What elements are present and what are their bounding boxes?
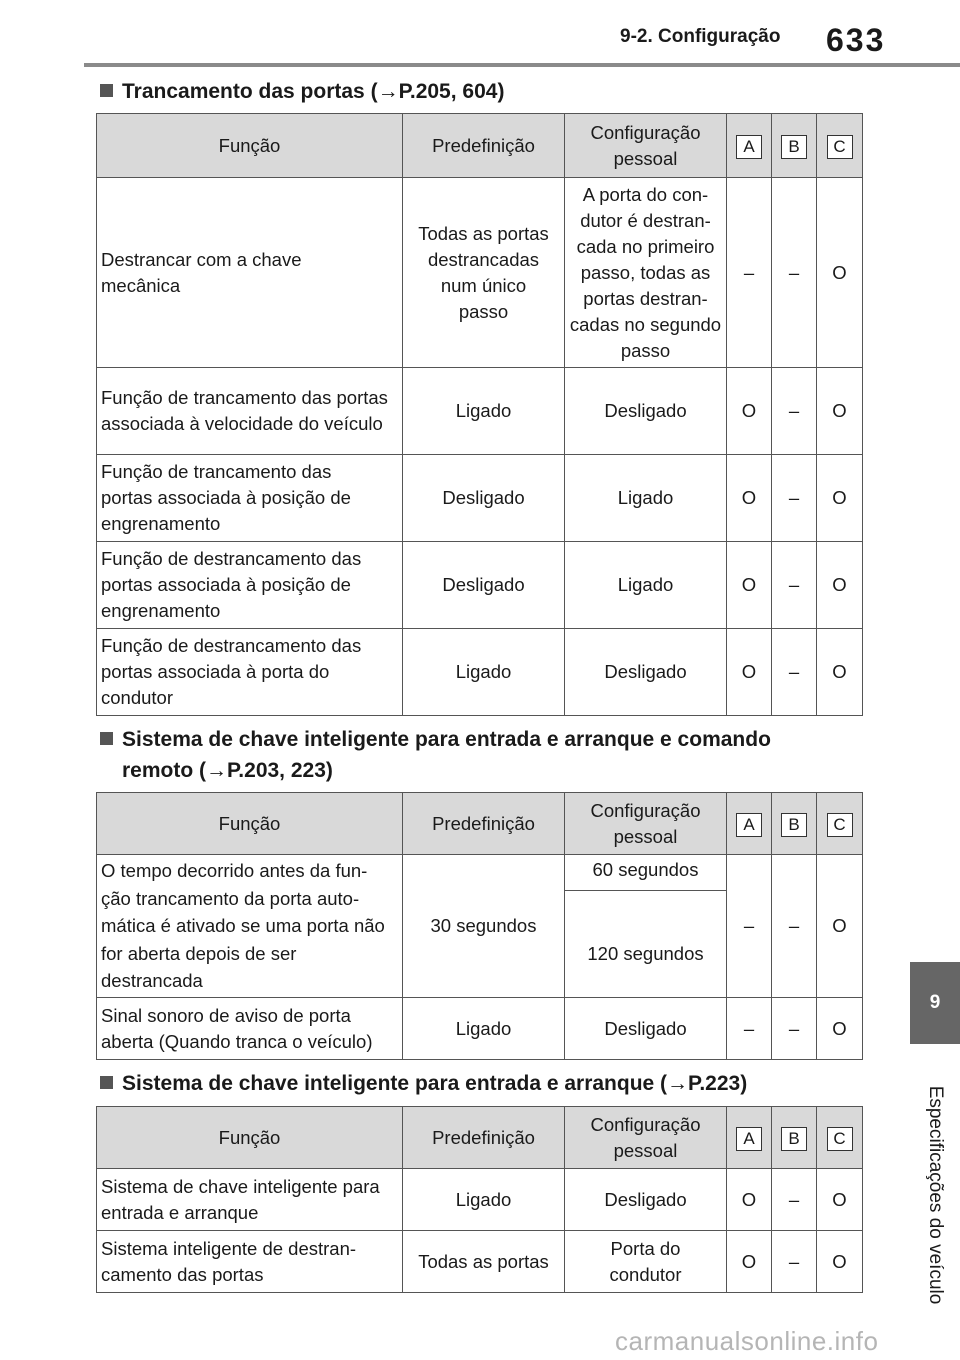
cell-configuracao-option-2: 120 segundos (565, 891, 727, 998)
cell-b: – (772, 542, 817, 629)
page-number: 633 (826, 22, 886, 58)
cell-configuracao: Desligado (565, 368, 727, 455)
col-header-funcao: Função (97, 1107, 403, 1169)
col-header-b-box: B (781, 1127, 807, 1151)
section-heading (100, 1068, 747, 1099)
cell-c: O (817, 542, 863, 629)
table-row (97, 998, 863, 1060)
chapter-side-label: Especificações do veículo (925, 1085, 946, 1305)
cell-predefinicao: 30 segundos (403, 855, 565, 998)
table-row (97, 629, 863, 716)
chapter-tab (910, 962, 960, 1044)
section-title: Sistema de chave inteligente para entrada e arranque (→P.223) (122, 1072, 748, 1095)
cell-configuracao: Ligado (565, 455, 727, 542)
cell-a: O (727, 368, 772, 455)
watermark: carmanualsonline.info (615, 1326, 879, 1356)
col-header-a (727, 114, 772, 178)
col-header-predefinicao: Predefinição (403, 1107, 565, 1169)
cell-configuracao-option-1: 60 segundos (565, 855, 727, 891)
col-header-config-line2: pessoal (613, 1139, 678, 1161)
cell-configuracao: Desligado (565, 629, 727, 716)
table-header-row (97, 114, 863, 178)
cell-funcao: Destrancar com a chave mecânica (97, 178, 403, 368)
cell-a: O (727, 629, 772, 716)
cell-funcao: Função de trancamento das portas associada à posição de engrenamento (97, 455, 403, 542)
col-header-c-box: C (827, 1127, 853, 1151)
cell-c: O (817, 629, 863, 716)
col-header-config-line2: pessoal (613, 825, 678, 847)
settings-table (96, 113, 863, 716)
col-header-configuracao (565, 114, 727, 178)
cell-c: O (817, 1231, 863, 1293)
col-header-b (772, 793, 817, 855)
bullet-square-icon (100, 1076, 113, 1089)
col-header-funcao: Função (97, 114, 403, 178)
section-title: Trancamento das portas (→P.205, 604) (122, 80, 505, 103)
cell-funcao: Sinal sonoro de aviso de porta aberta (Quando tranca o veículo) (97, 998, 403, 1060)
cell-a: – (727, 998, 772, 1060)
cell-predefinicao: Desligado (403, 455, 565, 542)
col-header-a-box: A (736, 135, 762, 159)
col-header-config-line2: pessoal (613, 147, 678, 169)
cell-configuracao: Desligado (565, 1169, 727, 1231)
cell-c: O (817, 178, 863, 368)
cell-c: O (817, 368, 863, 455)
cell-c: O (817, 998, 863, 1060)
section-heading (100, 724, 771, 786)
cell-predefinicao: Todas as portas (403, 1231, 565, 1293)
cell-funcao: Função de destrancamento das portas associada à porta do condutor (97, 629, 403, 716)
cell-b: – (772, 455, 817, 542)
table-header-row (97, 1107, 863, 1169)
chapter-tab-number: 9 (929, 992, 941, 1013)
table-header-row (97, 793, 863, 855)
cell-b: – (772, 629, 817, 716)
cell-predefinicao: Ligado (403, 998, 565, 1060)
cell-b: – (772, 1231, 817, 1293)
settings-table (96, 792, 863, 1060)
cell-b: – (772, 178, 817, 368)
cell-b: – (772, 855, 817, 998)
col-header-a (727, 1107, 772, 1169)
cell-configuracao: Porta do condutor (565, 1231, 727, 1293)
col-header-b (772, 114, 817, 178)
section-title-line1: Sistema de chave inteligente para entrada e arranque e comando (122, 728, 771, 751)
cell-predefinicao: Ligado (403, 368, 565, 455)
col-header-config-line1: Configuração (590, 121, 701, 143)
table-row (97, 1231, 863, 1293)
table-row (97, 542, 863, 629)
col-header-b-box: B (781, 813, 807, 837)
cell-funcao: Função de trancamento das portas associada à velocidade do veículo (97, 368, 403, 455)
cell-a: O (727, 1169, 772, 1231)
header-section-label: 9-2. Configuração (620, 26, 781, 47)
cell-funcao: Função de destrancamento das portas associada à posição de engrenamento (97, 542, 403, 629)
bullet-square-icon (100, 732, 113, 745)
cell-a: – (727, 855, 772, 998)
cell-a: O (727, 542, 772, 629)
cell-configuracao: A porta do con- dutor é destran- cada no primeiro passo, todas as portas destran- cadas no segundo passo (565, 178, 727, 368)
table-row (97, 855, 863, 891)
header-rule (84, 63, 960, 67)
cell-funcao: Sistema inteligente de destran- camento das portas (97, 1231, 403, 1293)
col-header-c (817, 793, 863, 855)
col-header-b-box: B (781, 135, 807, 159)
col-header-c-box: C (827, 813, 853, 837)
col-header-predefinicao: Predefinição (403, 793, 565, 855)
col-header-configuracao (565, 793, 727, 855)
cell-b: – (772, 998, 817, 1060)
col-header-configuracao (565, 1107, 727, 1169)
cell-predefinicao: Todas as portas destrancadas num único passo (403, 178, 565, 368)
bullet-square-icon (100, 84, 113, 97)
cell-a: – (727, 178, 772, 368)
col-header-predefinicao: Predefinição (403, 114, 565, 178)
table-row (97, 455, 863, 542)
cell-funcao: Sistema de chave inteligente para entrada e arranque (97, 1169, 403, 1231)
table-row (97, 1169, 863, 1231)
table-row (97, 368, 863, 455)
col-header-a (727, 793, 772, 855)
col-header-c (817, 114, 863, 178)
cell-c: O (817, 1169, 863, 1231)
col-header-a-box: A (736, 1127, 762, 1151)
col-header-funcao: Função (97, 793, 403, 855)
cell-a: O (727, 1231, 772, 1293)
cell-b: – (772, 1169, 817, 1231)
table-row (97, 178, 863, 368)
cell-configuracao: Desligado (565, 998, 727, 1060)
col-header-b (772, 1107, 817, 1169)
col-header-config-line1: Configuração (590, 1113, 701, 1135)
cell-c: O (817, 855, 863, 998)
cell-a: O (727, 455, 772, 542)
cell-configuracao: Ligado (565, 542, 727, 629)
col-header-config-line1: Configuração (590, 799, 701, 821)
section-heading (100, 76, 504, 107)
cell-predefinicao: Ligado (403, 629, 565, 716)
cell-predefinicao: Desligado (403, 542, 565, 629)
cell-c: O (817, 455, 863, 542)
col-header-a-box: A (736, 813, 762, 837)
section-title-line2: remoto (→P.203, 223) (122, 759, 333, 782)
col-header-c (817, 1107, 863, 1169)
cell-predefinicao: Ligado (403, 1169, 565, 1231)
cell-funcao: O tempo decorrido antes da fun- ção trancamento da porta auto- mática é ativado se uma porta não for aberta depois de ser destrancada (97, 855, 403, 998)
col-header-c-box: C (827, 135, 853, 159)
cell-b: – (772, 368, 817, 455)
settings-table (96, 1106, 863, 1293)
